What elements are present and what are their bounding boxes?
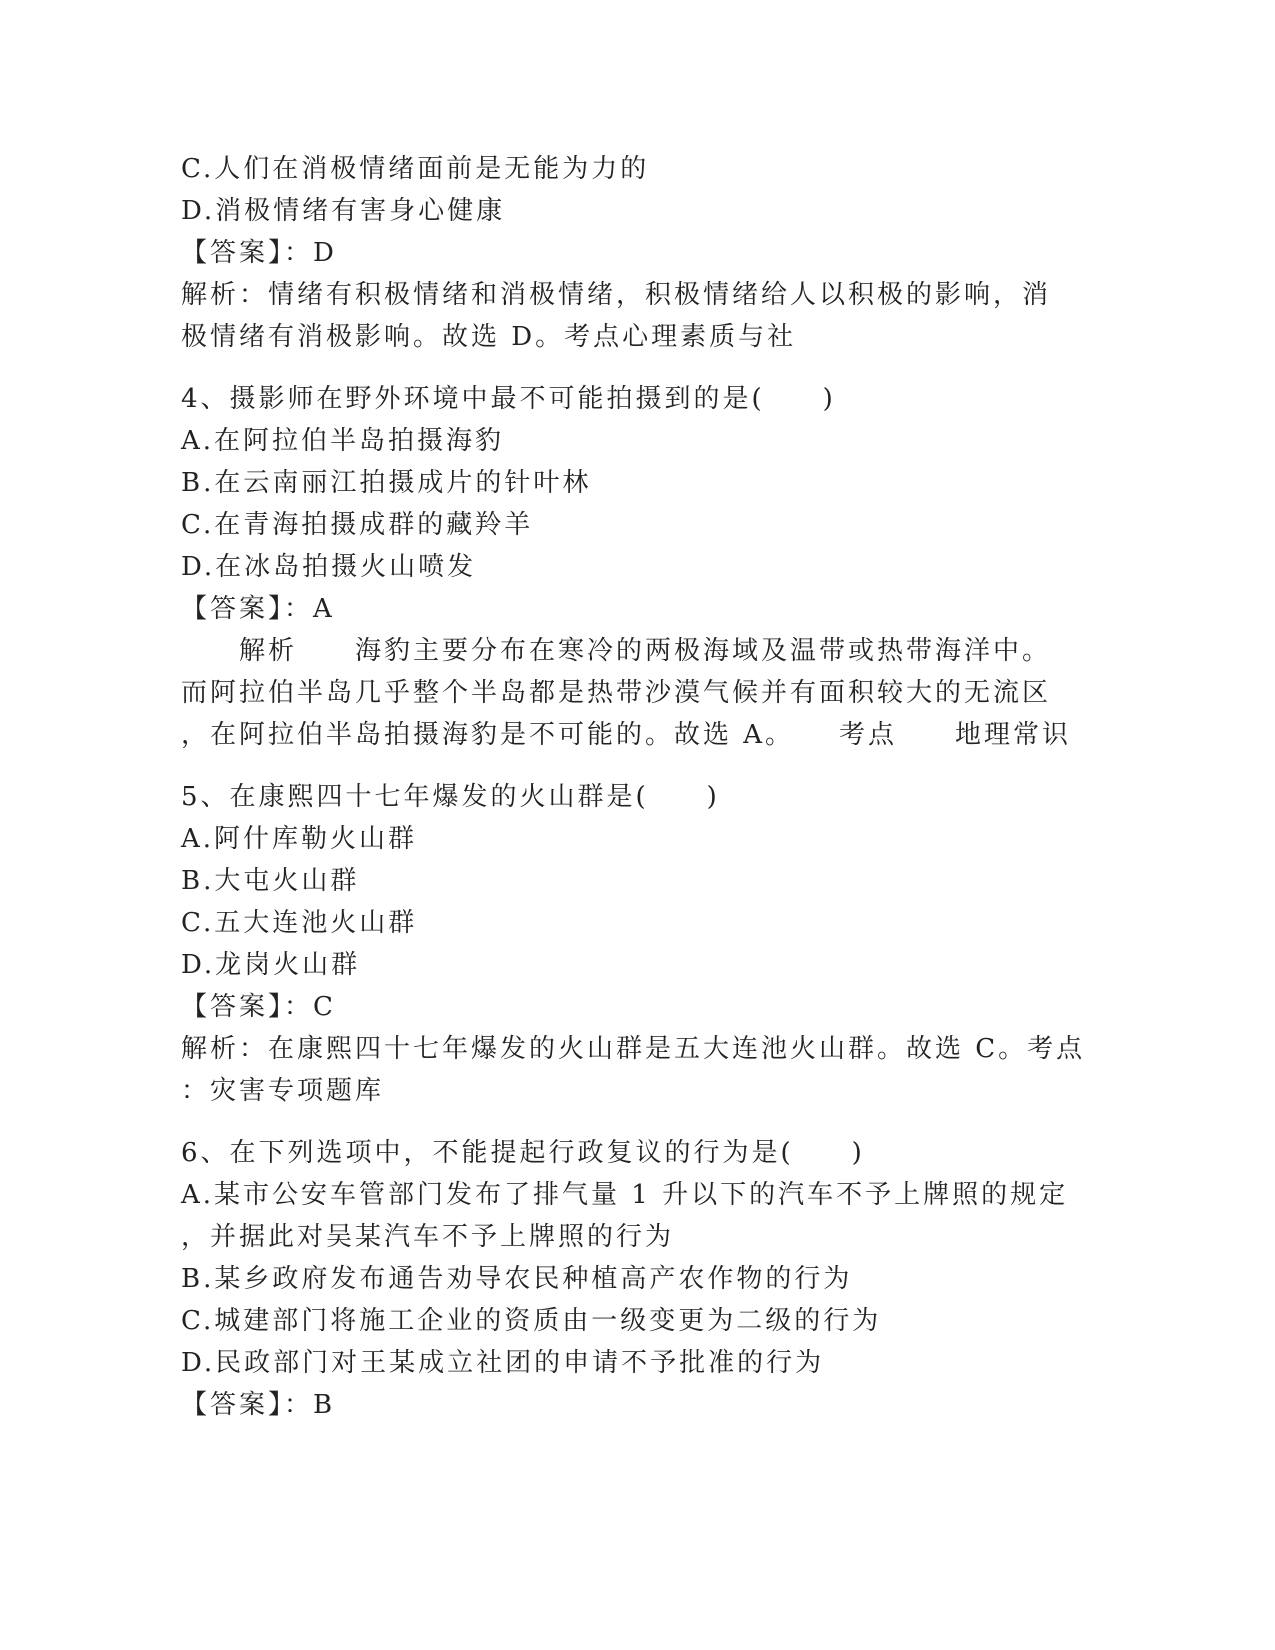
q4-answer: 【答案】：A (181, 594, 335, 624)
q6-option-a-line-2: ，并据此对吴某汽车不予上牌照的行为 (181, 1222, 675, 1252)
q4-analysis-line-3: ，在阿拉伯半岛拍摄海豹是不可能的。故选 A。 考点 地理常识 (181, 720, 1072, 750)
q4-option-d: D.在冰岛拍摄火山喷发 (181, 552, 477, 582)
q5-question: 5、在康熙四十七年爆发的火山群是( ) (181, 782, 720, 812)
q4-analysis-line-1: 解析 海豹主要分布在寒冷的两极海域及温带或热带海洋中。 (181, 636, 1052, 666)
q3-option-d: D.消极情绪有害身心健康 (181, 196, 506, 226)
q4-option-c: C.在青海拍摄成群的藏羚羊 (181, 510, 534, 540)
q4-analysis-line-2: 而阿拉伯半岛几乎整个半岛都是热带沙漠气候并有面积较大的无流区 (181, 678, 1052, 708)
q6-answer: 【答案】：B (181, 1390, 336, 1420)
q6-option-d: D.民政部门对王某成立社团的申请不予批准的行为 (181, 1348, 825, 1378)
q5-option-c: C.五大连池火山群 (181, 908, 418, 938)
q3-option-c: C.人们在消极情绪面前是无能为力的 (181, 154, 650, 184)
q5-analysis-line-1: 解析：在康熙四十七年爆发的火山群是五大连池火山群。故选 C。考点 (181, 1034, 1086, 1064)
q4-option-a: A.在阿拉伯半岛拍摄海豹 (181, 426, 505, 456)
q5-option-a: A.阿什库勒火山群 (181, 824, 418, 854)
exam-content (181, 148, 1086, 1426)
q5-option-d: D.龙岗火山群 (181, 950, 361, 980)
q6-option-b: B.某乡政府发布通告劝导农民种植高产农作物的行为 (181, 1264, 853, 1294)
q6-question: 6、在下列选项中，不能提起行政复议的行为是( ) (181, 1138, 865, 1168)
spacer (181, 756, 1081, 776)
q5-analysis-line-2: ：灾害专项题库 (181, 1076, 385, 1106)
spacer (181, 358, 1081, 378)
q5-option-b: B.大屯火山群 (181, 866, 360, 896)
q4-question: 4、摄影师在野外环境中最不可能拍摄到的是( ) (181, 384, 836, 414)
q4-option-b: B.在云南丽江拍摄成片的针叶林 (181, 468, 592, 498)
q3-analysis-line-2: 极情绪有消极影响。故选 D。考点心理素质与社 (181, 322, 797, 352)
q6-option-a-line-1: A.某市公安车管部门发布了排气量 1 升以下的汽车不予上牌照的规定 (181, 1180, 1069, 1210)
spacer (181, 1112, 1081, 1132)
q3-answer: 【答案】：D (181, 238, 337, 268)
q6-option-c: C.城建部门将施工企业的资质由一级变更为二级的行为 (181, 1306, 882, 1336)
q3-analysis-line-1: 解析：情绪有积极情绪和消极情绪，积极情绪给人以积极的影响，消 (181, 280, 1052, 310)
q5-answer: 【答案】：C (181, 992, 336, 1022)
